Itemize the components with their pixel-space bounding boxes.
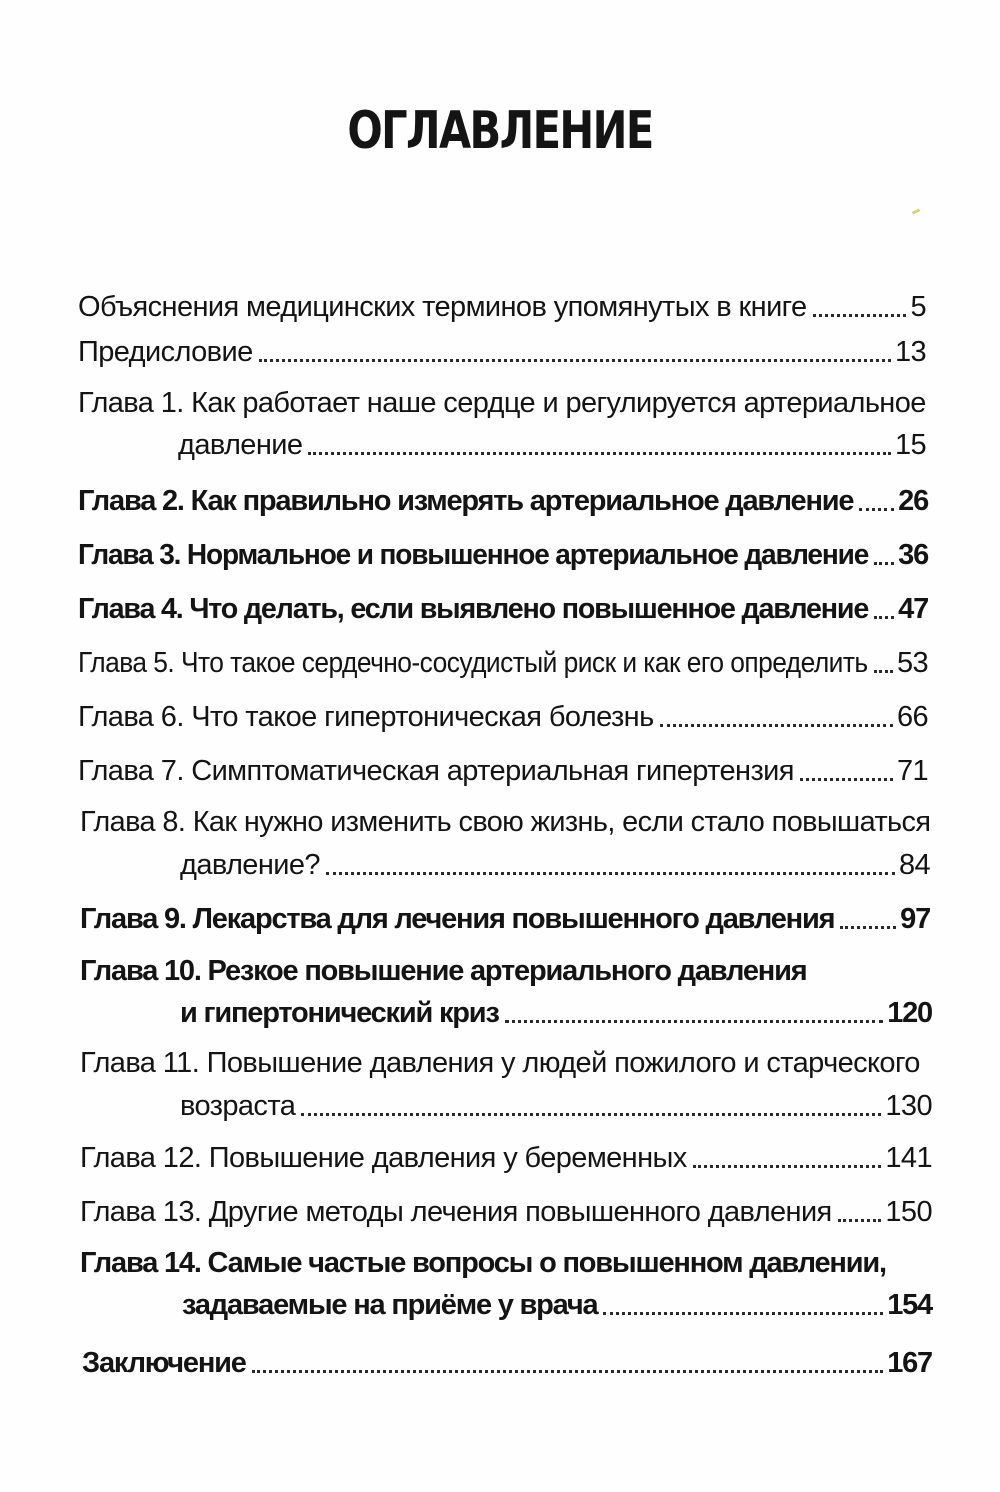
toc-page-number: 71: [896, 755, 928, 787]
toc-page-number: 84: [898, 849, 930, 881]
toc-entry-title: задаваемые на приёме у врача: [182, 1289, 598, 1321]
dot-leader: [813, 314, 907, 317]
toc-entry-title: Предисловие: [78, 336, 253, 368]
dot-leader: [874, 562, 894, 565]
toc-page-number: 150: [885, 1196, 932, 1228]
toc-entry-continued: [78, 380, 926, 420]
dot-leader: [874, 670, 893, 673]
dot-leader: [840, 926, 896, 929]
toc-entry: [78, 694, 928, 734]
toc-entry: [78, 284, 926, 324]
toc-page-number: 120: [887, 997, 932, 1029]
toc-entry-continued: [80, 799, 930, 839]
toc-entry-title: Глава 14. Самые частые вопросы о повышенном давлении,: [80, 1247, 886, 1279]
toc-entry-title: Глава 7. Симптоматическая артериальная гипертензия: [78, 755, 794, 787]
toc-entry: [182, 1282, 932, 1322]
dot-leader: [308, 452, 891, 455]
toc-entry: [80, 896, 930, 936]
toc-page-number: 47: [898, 593, 928, 625]
dot-leader: [693, 1165, 882, 1168]
toc-page-number: 36: [898, 539, 928, 571]
toc-page-number: 130: [885, 1090, 932, 1122]
page-title: ОГЛАВЛЕНИЕ: [347, 101, 653, 161]
toc-entry-title: и гипертонический криз: [180, 997, 499, 1029]
toc-entry: [180, 1083, 932, 1123]
toc-entry-title: возраста: [180, 1090, 296, 1122]
toc-entry-title: давление?: [180, 849, 320, 881]
toc-entry: [78, 586, 928, 626]
toc-entry: [78, 748, 928, 788]
toc-page-number: 15: [894, 429, 926, 461]
toc-entry-title: Глава 1. Как работает наше сердце и регулируется артериальное: [78, 387, 926, 419]
toc-entry-title: Глава 10. Резкое повышение артериального давления: [80, 955, 807, 987]
toc-entry: [82, 1340, 932, 1380]
dot-leader: [800, 778, 893, 781]
toc-entry: [78, 640, 928, 680]
toc-entry-title: Глава 5. Что такое сердечно-сосудистый риск и как его определить: [78, 647, 868, 679]
dot-leader: [252, 1370, 884, 1373]
toc-entry: [78, 329, 926, 369]
dot-leader: [874, 616, 894, 619]
dot-leader: [326, 872, 895, 875]
toc-page-number: 13: [894, 336, 926, 368]
toc-entry-title: Глава 12. Повышение давления у беременных: [80, 1142, 687, 1174]
toc-entry-title: Глава 9. Лекарства для лечения повышенного давления: [80, 903, 835, 935]
toc-entry: [80, 1189, 932, 1229]
toc-page-number: 5: [910, 291, 926, 323]
toc-entry-continued: [80, 948, 932, 988]
dot-leader: [301, 1113, 881, 1116]
toc-page-number: 154: [887, 1289, 932, 1321]
toc-entry-continued: [80, 1240, 932, 1280]
toc-entry: [178, 422, 926, 462]
toc-entry-title: Заключение: [82, 1347, 246, 1379]
dot-leader: [859, 508, 894, 511]
toc-entry: [180, 842, 930, 882]
toc-entry-title: давление: [178, 429, 303, 461]
toc-entry-title: Глава 13. Другие методы лечения повышенного давления: [80, 1196, 832, 1228]
toc-entry: [180, 990, 932, 1030]
toc-entry: [78, 532, 928, 572]
toc-page-number: 97: [900, 903, 930, 935]
toc-entry: [80, 1135, 932, 1175]
toc-page-number: 66: [896, 701, 928, 733]
toc-entry-title: Глава 8. Как нужно изменить свою жизнь, если стало повышаться: [80, 806, 931, 838]
toc-entry: [78, 478, 928, 518]
toc-entry-title: Глава 3. Нормальное и повышенное артериальное давление: [78, 539, 869, 571]
toc-entry-title: Глава 2. Как правильно измерять артериальное давление: [78, 485, 854, 517]
dot-leader: [660, 724, 893, 727]
toc-entry-title: Глава 11. Повышение давления у людей пожилого и старческого: [80, 1047, 920, 1079]
toc-entry-title: Объяснения медицинских терминов упомянутых в книге: [78, 291, 807, 323]
toc-page-number: 141: [885, 1142, 932, 1174]
dot-leader: [259, 359, 891, 362]
dot-leader: [603, 1312, 883, 1315]
toc-entry-title: Глава 4. Что делать, если выявлено повышенное давление: [78, 593, 869, 625]
dot-leader: [838, 1219, 882, 1222]
dot-leader: [505, 1020, 884, 1023]
toc-entry-continued: [80, 1040, 932, 1080]
toc-page-number: 53: [896, 647, 928, 679]
toc-page-number: 26: [898, 485, 928, 517]
toc-entry-title: Глава 6. Что такое гипертоническая болезнь: [78, 701, 654, 733]
toc-page-number: 167: [887, 1347, 932, 1379]
